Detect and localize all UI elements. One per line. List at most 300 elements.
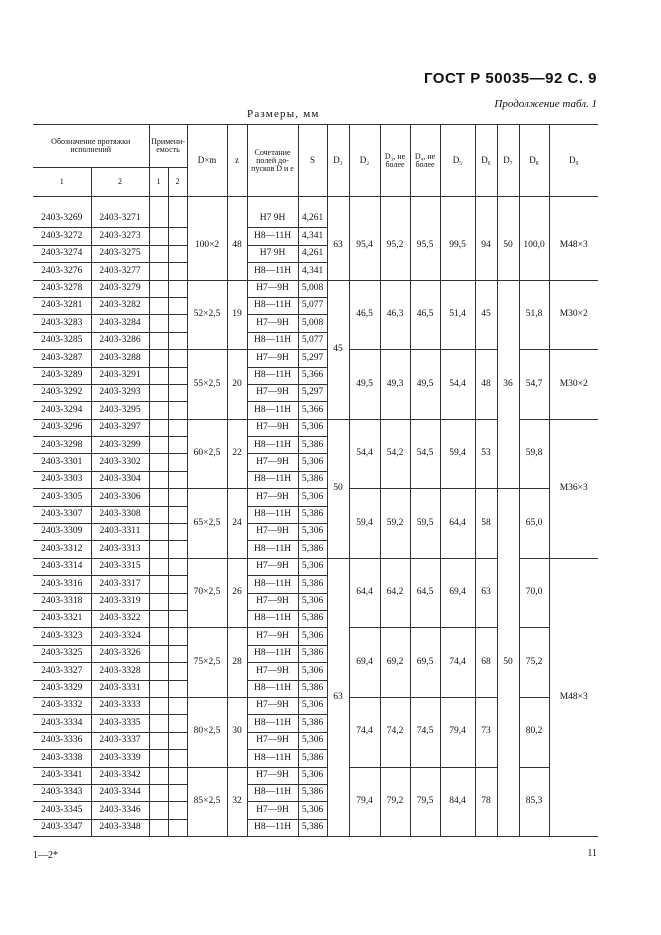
s-cell: 5,306 [298, 524, 327, 541]
table-row [33, 489, 598, 506]
d4-cell: 59,5 [410, 489, 440, 559]
designation-v1: 2403-3298 [33, 437, 91, 454]
application-2 [168, 697, 187, 714]
z-cell: 20 [227, 350, 247, 420]
d8-cell: 54,7 [519, 350, 549, 420]
fit-cell: H7—9H [247, 489, 298, 506]
d5-cell: 84,4 [440, 767, 475, 837]
application-2 [168, 454, 187, 471]
designation-v1: 2403-3289 [33, 367, 91, 384]
d4-cell: 79,5 [410, 767, 440, 837]
footer-page-number: 11 [587, 848, 597, 859]
d5-cell: 69,4 [440, 558, 475, 628]
designation-v1: 2403-3283 [33, 315, 91, 332]
d4-cell: 69,5 [410, 628, 440, 698]
fit-cell: H8—11H [247, 819, 298, 836]
d6-cell: 45 [475, 280, 497, 350]
fit-cell: H8—11H [247, 576, 298, 593]
col-sub-2: 2 [91, 168, 149, 197]
designation-v2: 2403-3346 [91, 802, 149, 819]
d3-cell: 95,2 [380, 197, 410, 281]
fit-cell: H8—11H [247, 610, 298, 627]
application-2 [168, 524, 187, 541]
d1-cell: 63 [327, 197, 349, 281]
col-d6: D₆ [475, 125, 497, 197]
application-1 [149, 197, 168, 228]
fit-cell: H7—9H [247, 454, 298, 471]
table-row [33, 197, 598, 228]
designation-v2: 2403-3337 [91, 732, 149, 749]
application-1 [149, 750, 168, 767]
designation-v2: 2403-3339 [91, 750, 149, 767]
fit-cell: H8—11H [247, 228, 298, 245]
d4-cell: 95,5 [410, 197, 440, 281]
application-1 [149, 819, 168, 836]
application-2 [168, 197, 187, 228]
col-designation: Обозначение протяжки исполнений [33, 125, 149, 168]
application-2 [168, 767, 187, 784]
s-cell: 5,386 [298, 645, 327, 662]
application-2 [168, 228, 187, 245]
col-z: z [227, 125, 247, 197]
designation-v2: 2403-3348 [91, 819, 149, 836]
application-2 [168, 437, 187, 454]
application-2 [168, 576, 187, 593]
s-cell: 5,386 [298, 680, 327, 697]
fit-cell: H7—9H [247, 524, 298, 541]
designation-v1: 2403-3278 [33, 280, 91, 297]
application-1 [149, 228, 168, 245]
designation-v1: 2403-3318 [33, 593, 91, 610]
application-2 [168, 819, 187, 836]
z-cell: 26 [227, 558, 247, 628]
application-2 [168, 297, 187, 314]
designation-v2: 2403-3295 [91, 402, 149, 419]
s-cell: 5,008 [298, 280, 327, 297]
d2-cell: 79,4 [349, 767, 380, 837]
application-2 [168, 350, 187, 367]
designation-v1: 2403-3334 [33, 715, 91, 732]
d6-cell: 63 [475, 558, 497, 628]
designation-v2: 2403-3284 [91, 315, 149, 332]
dxm-cell: 70×2,5 [187, 558, 227, 628]
designation-v2: 2403-3331 [91, 680, 149, 697]
designation-v1: 2403-3343 [33, 784, 91, 801]
fit-cell: H7—9H [247, 732, 298, 749]
s-cell: 5,386 [298, 506, 327, 523]
col-s: S [298, 125, 327, 197]
designation-v2: 2403-3313 [91, 541, 149, 558]
d5-cell: 74,4 [440, 628, 475, 698]
s-cell: 5,306 [298, 767, 327, 784]
application-1 [149, 628, 168, 645]
d8-cell: 65,0 [519, 489, 549, 559]
application-2 [168, 489, 187, 506]
application-2 [168, 593, 187, 610]
designation-v2: 2403-3317 [91, 576, 149, 593]
designation-v1: 2403-3296 [33, 419, 91, 436]
col-d9: D₉ [549, 125, 598, 197]
d8-cell: 85,3 [519, 767, 549, 837]
s-cell: 5,366 [298, 367, 327, 384]
fit-cell: H7—9H [247, 802, 298, 819]
fit-cell: H8—11H [247, 541, 298, 558]
application-1 [149, 680, 168, 697]
s-cell: 5,306 [298, 593, 327, 610]
designation-v2: 2403-3319 [91, 593, 149, 610]
d7-cell: 36 [497, 280, 519, 489]
application-1 [149, 645, 168, 662]
col-d5: D₅ [440, 125, 475, 197]
fit-cell: H8—11H [247, 332, 298, 349]
d2-cell: 64,4 [349, 558, 380, 628]
application-1 [149, 315, 168, 332]
d6-cell: 58 [475, 489, 497, 559]
designation-v1: 2403-3269 [33, 197, 91, 228]
fit-cell: H8—11H [247, 297, 298, 314]
application-2 [168, 715, 187, 732]
s-cell: 5,306 [298, 454, 327, 471]
application-2 [168, 419, 187, 436]
designation-v1: 2403-3316 [33, 576, 91, 593]
fit-cell: H7—9H [247, 350, 298, 367]
application-1 [149, 384, 168, 401]
application-2 [168, 332, 187, 349]
application-1 [149, 454, 168, 471]
dxm-cell: 52×2,5 [187, 280, 227, 350]
designation-v1: 2403-3338 [33, 750, 91, 767]
z-cell: 48 [227, 197, 247, 281]
s-cell: 5,366 [298, 402, 327, 419]
designation-v2: 2403-3282 [91, 297, 149, 314]
col-sub-1: 1 [33, 168, 91, 197]
application-2 [168, 471, 187, 488]
d3-cell: 79,2 [380, 767, 410, 837]
application-2 [168, 645, 187, 662]
dimensions-label: Размеры, мм [247, 108, 320, 120]
designation-v1: 2403-3309 [33, 524, 91, 541]
fit-cell: H8—11H [247, 263, 298, 280]
fit-cell: H7—9H [247, 315, 298, 332]
designation-v2: 2403-3304 [91, 471, 149, 488]
fit-cell: H8—11H [247, 437, 298, 454]
application-1 [149, 263, 168, 280]
dxm-cell: 65×2,5 [187, 489, 227, 559]
s-cell: 5,386 [298, 541, 327, 558]
s-cell: 5,386 [298, 576, 327, 593]
designation-v2: 2403-3286 [91, 332, 149, 349]
application-1 [149, 280, 168, 297]
designation-v1: 2403-3314 [33, 558, 91, 575]
col-app-1: 1 [149, 168, 168, 197]
designation-v2: 2403-3311 [91, 524, 149, 541]
designation-v2: 2403-3279 [91, 280, 149, 297]
s-cell: 4,341 [298, 228, 327, 245]
s-cell: 5,386 [298, 715, 327, 732]
designation-v2: 2403-3291 [91, 367, 149, 384]
application-2 [168, 263, 187, 280]
fit-cell: H7—9H [247, 663, 298, 680]
s-cell: 4,261 [298, 197, 327, 228]
d3-cell: 59,2 [380, 489, 410, 559]
application-1 [149, 437, 168, 454]
col-app-2: 2 [168, 168, 187, 197]
designation-v2: 2403-3342 [91, 767, 149, 784]
d3-cell: 46,3 [380, 280, 410, 350]
d5-cell: 54,4 [440, 350, 475, 420]
d2-cell: 59,4 [349, 489, 380, 559]
d2-cell: 46,5 [349, 280, 380, 350]
footer-sheet-mark: 1—2* [33, 850, 58, 861]
application-2 [168, 784, 187, 801]
d5-cell: 51,4 [440, 280, 475, 350]
d5-cell: 99,5 [440, 197, 475, 281]
designation-v1: 2403-3292 [33, 384, 91, 401]
application-1 [149, 506, 168, 523]
application-2 [168, 663, 187, 680]
application-2 [168, 610, 187, 627]
designation-v1: 2403-3272 [33, 228, 91, 245]
application-1 [149, 593, 168, 610]
application-1 [149, 802, 168, 819]
d8-cell: 51,8 [519, 280, 549, 350]
fit-cell: H8—11H [247, 471, 298, 488]
designation-v1: 2403-3347 [33, 819, 91, 836]
d9-cell: M36×3 [549, 419, 598, 558]
d3-cell: 54,2 [380, 419, 410, 489]
designation-v2: 2403-3328 [91, 663, 149, 680]
designation-v2: 2403-3335 [91, 715, 149, 732]
s-cell: 5,008 [298, 315, 327, 332]
dxm-cell: 80×2,5 [187, 697, 227, 767]
application-1 [149, 471, 168, 488]
designation-v1: 2403-3332 [33, 697, 91, 714]
designation-v1: 2403-3345 [33, 802, 91, 819]
application-1 [149, 489, 168, 506]
application-1 [149, 297, 168, 314]
d9-cell: M30×2 [549, 280, 598, 350]
col-d7: D₇ [497, 125, 519, 197]
d2-cell: 69,4 [349, 628, 380, 698]
d6-cell: 68 [475, 628, 497, 698]
designation-v1: 2403-3329 [33, 680, 91, 697]
designation-v1: 2403-3307 [33, 506, 91, 523]
d7-cell: 50 [497, 489, 519, 837]
z-cell: 22 [227, 419, 247, 489]
application-1 [149, 663, 168, 680]
fit-cell: H8—11H [247, 680, 298, 697]
application-2 [168, 750, 187, 767]
designation-v2: 2403-3308 [91, 506, 149, 523]
designation-v1: 2403-3301 [33, 454, 91, 471]
d3-cell: 69,2 [380, 628, 410, 698]
designation-v1: 2403-3285 [33, 332, 91, 349]
application-1 [149, 697, 168, 714]
application-2 [168, 402, 187, 419]
application-1 [149, 419, 168, 436]
designation-v1: 2403-3294 [33, 402, 91, 419]
application-1 [149, 524, 168, 541]
designation-v1: 2403-3276 [33, 263, 91, 280]
d4-cell: 46,5 [410, 280, 440, 350]
designation-v1: 2403-3327 [33, 663, 91, 680]
designation-v2: 2403-3306 [91, 489, 149, 506]
designation-v2: 2403-3293 [91, 384, 149, 401]
designation-v1: 2403-3325 [33, 645, 91, 662]
dxm-cell: 85×2,5 [187, 767, 227, 837]
application-1 [149, 541, 168, 558]
application-1 [149, 558, 168, 575]
designation-v2: 2403-3302 [91, 454, 149, 471]
d8-cell: 75,2 [519, 628, 549, 698]
d8-cell: 59,8 [519, 419, 549, 489]
application-1 [149, 350, 168, 367]
d2-cell: 49,5 [349, 350, 380, 420]
application-1 [149, 402, 168, 419]
s-cell: 5,306 [298, 663, 327, 680]
designation-v2: 2403-3299 [91, 437, 149, 454]
designation-v2: 2403-3322 [91, 610, 149, 627]
application-2 [168, 384, 187, 401]
s-cell: 5,306 [298, 732, 327, 749]
d4-cell: 64,5 [410, 558, 440, 628]
s-cell: 4,261 [298, 245, 327, 262]
d3-cell: 74,2 [380, 697, 410, 767]
d3-cell: 49,3 [380, 350, 410, 420]
d2-cell: 74,4 [349, 697, 380, 767]
z-cell: 30 [227, 697, 247, 767]
designation-v1: 2403-3341 [33, 767, 91, 784]
d4-cell: 54,5 [410, 419, 440, 489]
s-cell: 5,386 [298, 819, 327, 836]
d1-cell: 50 [327, 419, 349, 558]
s-cell: 5,386 [298, 784, 327, 801]
table-body [33, 197, 598, 837]
col-application: Примени- емость [149, 125, 187, 168]
application-1 [149, 245, 168, 262]
fit-cell: H7—9H [247, 280, 298, 297]
d7-cell: 50 [497, 197, 519, 281]
s-cell: 5,386 [298, 437, 327, 454]
dxm-cell: 55×2,5 [187, 350, 227, 420]
application-2 [168, 802, 187, 819]
s-cell: 5,306 [298, 489, 327, 506]
d6-cell: 78 [475, 767, 497, 837]
designation-v2: 2403-3288 [91, 350, 149, 367]
d8-cell: 70,0 [519, 558, 549, 628]
dxm-cell: 60×2,5 [187, 419, 227, 489]
s-cell: 5,077 [298, 332, 327, 349]
application-2 [168, 280, 187, 297]
s-cell: 5,386 [298, 750, 327, 767]
application-1 [149, 715, 168, 732]
application-1 [149, 610, 168, 627]
designation-v2: 2403-3324 [91, 628, 149, 645]
s-cell: 5,297 [298, 384, 327, 401]
designation-v2: 2403-3315 [91, 558, 149, 575]
s-cell: 5,297 [298, 350, 327, 367]
fit-cell: H7—9H [247, 697, 298, 714]
z-cell: 24 [227, 489, 247, 559]
designation-v2: 2403-3271 [91, 197, 149, 228]
application-2 [168, 367, 187, 384]
fit-cell: H7—9H [247, 628, 298, 645]
application-2 [168, 506, 187, 523]
designation-v2: 2403-3326 [91, 645, 149, 662]
d5-cell: 59,4 [440, 419, 475, 489]
col-fit: Сочетание полей до- пусков D и e [247, 125, 298, 197]
s-cell: 4,341 [298, 263, 327, 280]
col-d4: D₄, не более [410, 125, 440, 197]
d6-cell: 73 [475, 697, 497, 767]
fit-cell: H8—11H [247, 715, 298, 732]
z-cell: 28 [227, 628, 247, 698]
s-cell: 5,306 [298, 802, 327, 819]
application-1 [149, 784, 168, 801]
designation-v1: 2403-3274 [33, 245, 91, 262]
designation-v2: 2403-3275 [91, 245, 149, 262]
document-header-title: ГОСТ Р 50035—92 С. 9 [423, 70, 597, 87]
d3-cell: 64,2 [380, 558, 410, 628]
designation-v2: 2403-3344 [91, 784, 149, 801]
application-2 [168, 628, 187, 645]
d5-cell: 79,4 [440, 697, 475, 767]
d8-cell: 100,0 [519, 197, 549, 281]
designation-v1: 2403-3303 [33, 471, 91, 488]
fit-cell: H8—11H [247, 750, 298, 767]
designation-v1: 2403-3281 [33, 297, 91, 314]
application-1 [149, 767, 168, 784]
designation-v1: 2403-3336 [33, 732, 91, 749]
s-cell: 5,306 [298, 558, 327, 575]
fit-cell: H7—9H [247, 558, 298, 575]
designation-v1: 2403-3323 [33, 628, 91, 645]
application-2 [168, 245, 187, 262]
s-cell: 5,306 [298, 697, 327, 714]
fit-cell: H8—11H [247, 645, 298, 662]
application-1 [149, 576, 168, 593]
designation-v2: 2403-3277 [91, 263, 149, 280]
col-d2: D₂ [349, 125, 380, 197]
fit-cell: H7—9H [247, 767, 298, 784]
designation-v1: 2403-3321 [33, 610, 91, 627]
s-cell: 5,077 [298, 297, 327, 314]
designation-v2: 2403-3297 [91, 419, 149, 436]
d6-cell: 48 [475, 350, 497, 420]
s-cell: 5,386 [298, 471, 327, 488]
application-2 [168, 541, 187, 558]
fit-cell: H8—11H [247, 402, 298, 419]
dxm-cell: 75×2,5 [187, 628, 227, 698]
z-cell: 32 [227, 767, 247, 837]
application-1 [149, 332, 168, 349]
designation-v1: 2403-3312 [33, 541, 91, 558]
designation-v2: 2403-3273 [91, 228, 149, 245]
application-2 [168, 315, 187, 332]
fit-cell: H7—9H [247, 384, 298, 401]
table-continuation-label: Продолжение табл. 1 [494, 98, 597, 110]
gost-table [33, 124, 598, 837]
col-d1: D₁ [327, 125, 349, 197]
application-2 [168, 680, 187, 697]
fit-cell: H7 9H [247, 197, 298, 228]
d2-cell: 54,4 [349, 419, 380, 489]
application-1 [149, 732, 168, 749]
fit-cell: H8—11H [247, 367, 298, 384]
d2-cell: 95,4 [349, 197, 380, 281]
designation-v1: 2403-3305 [33, 489, 91, 506]
fit-cell: H7—9H [247, 593, 298, 610]
